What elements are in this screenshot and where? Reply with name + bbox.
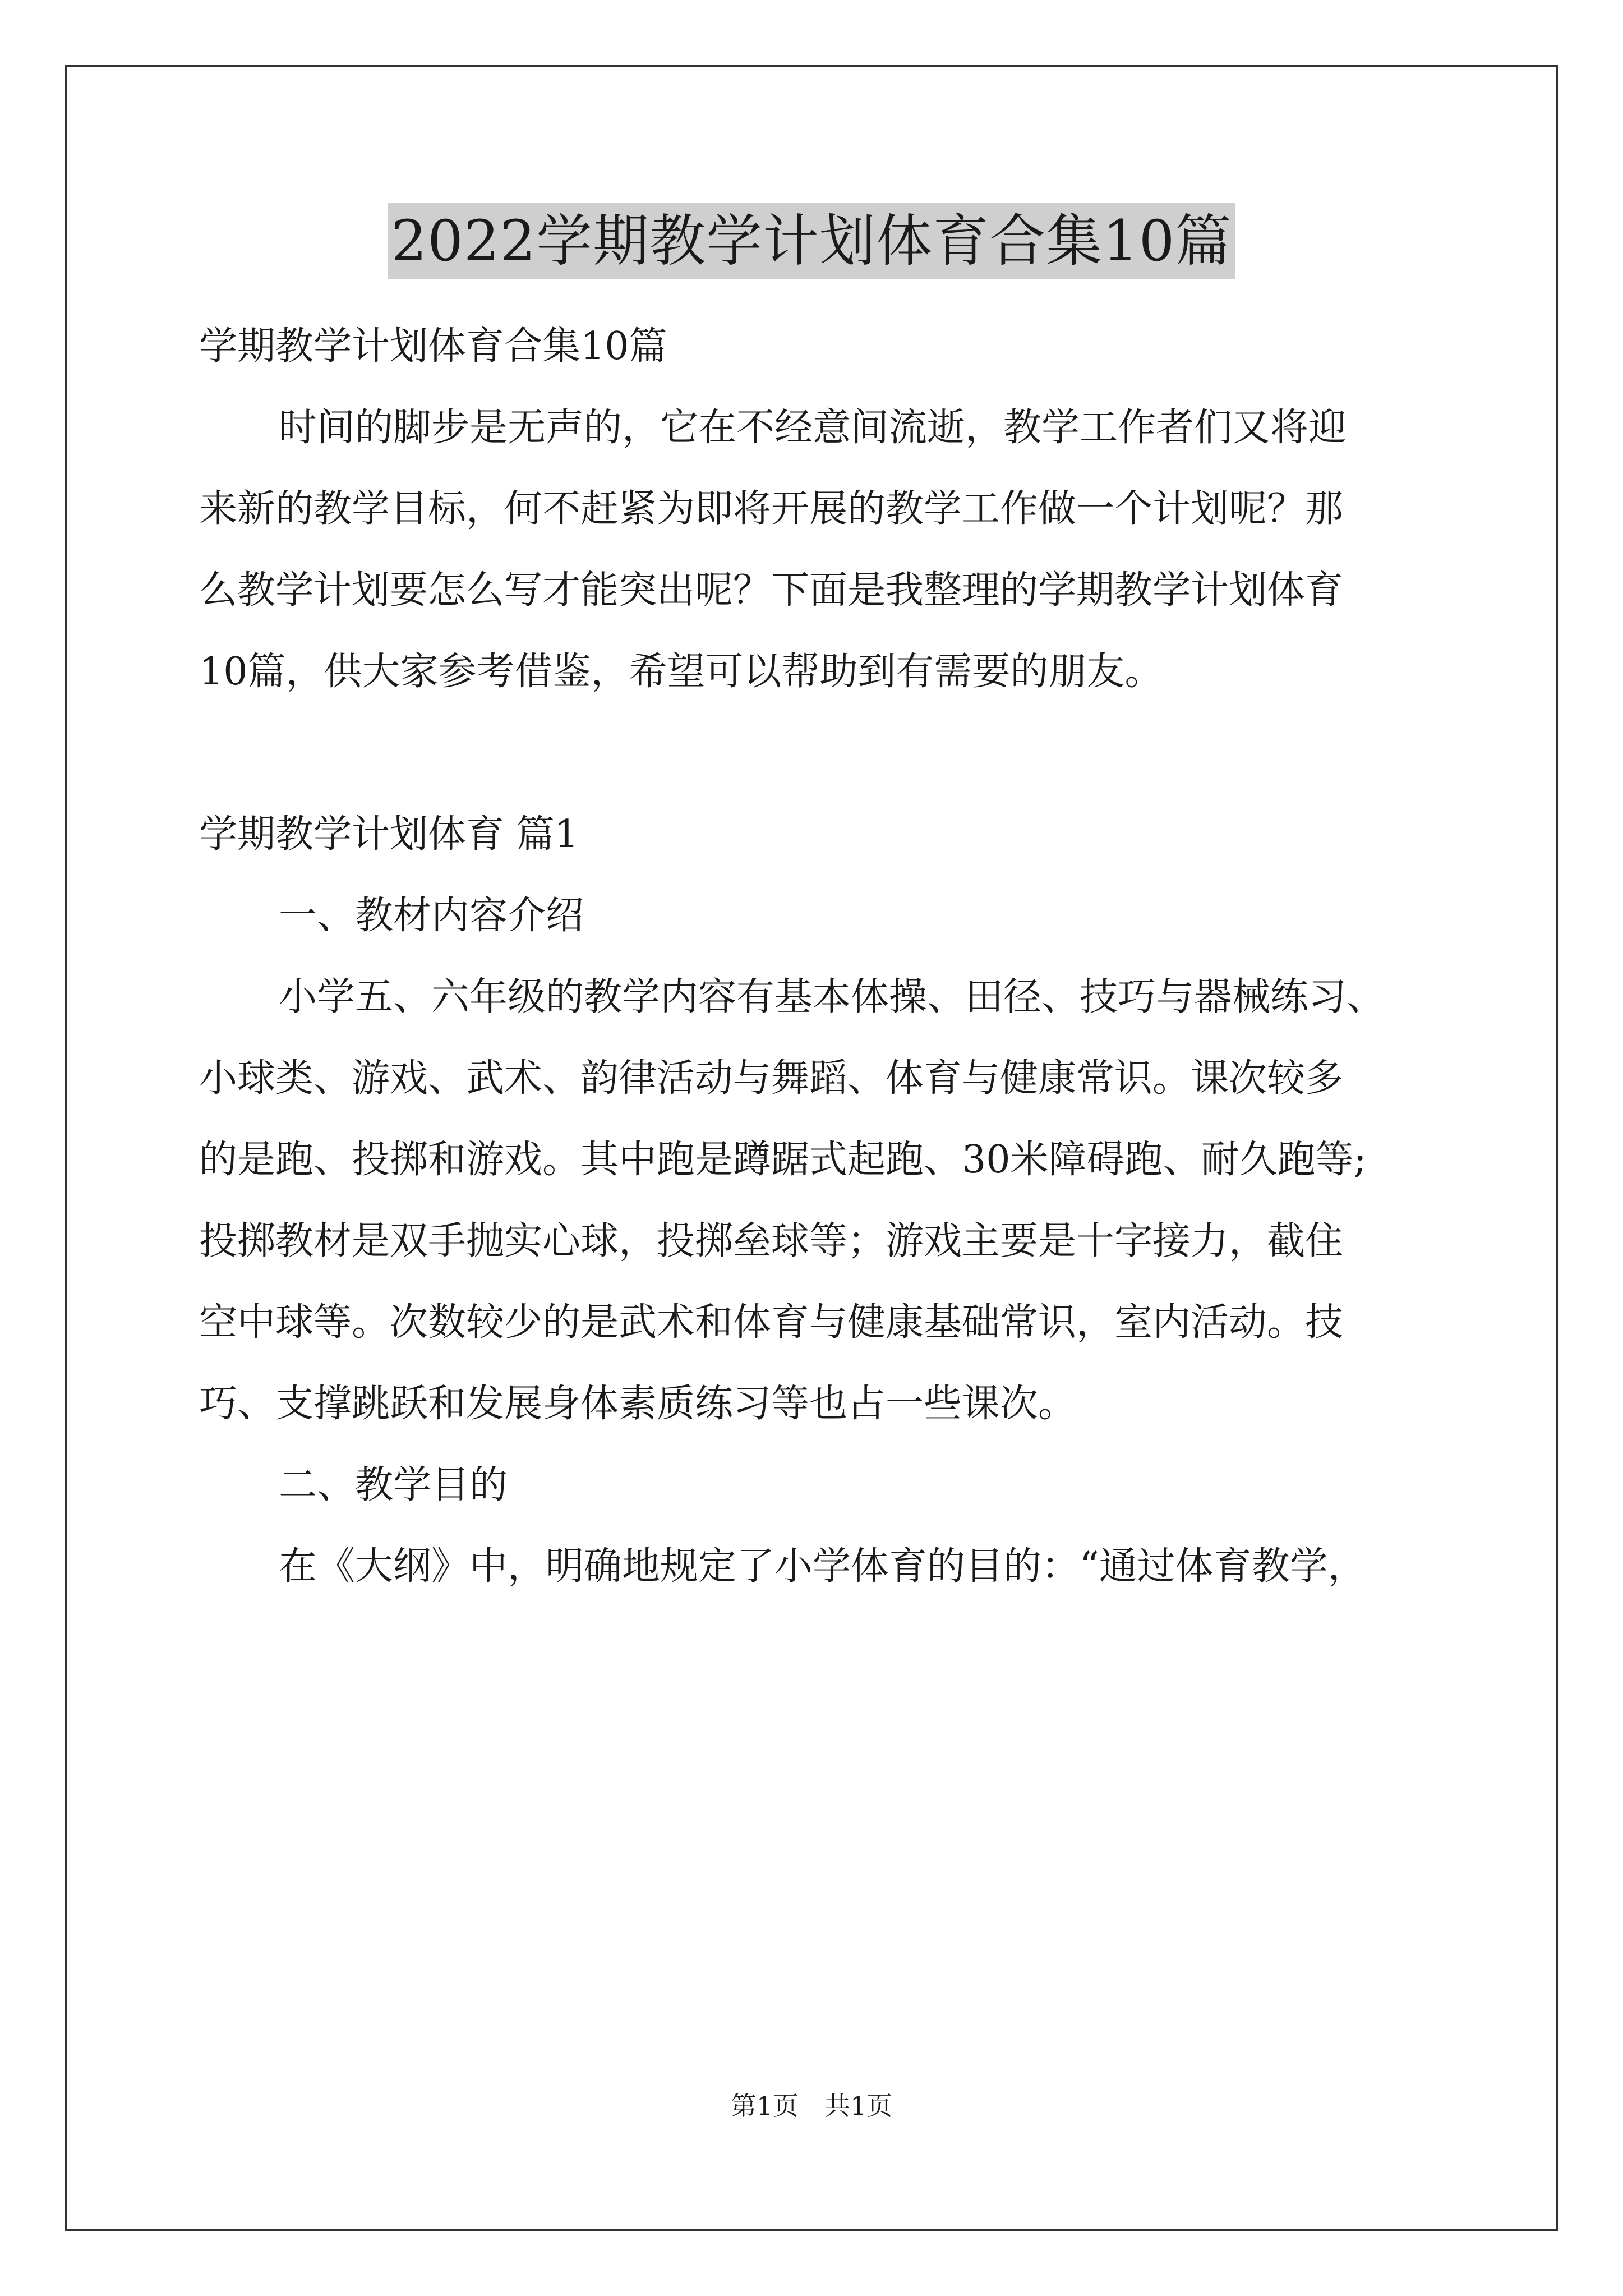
- intro-line-3: 么教学计划要怎么写才能突出呢？下面是我整理的学期教学计划体育: [199, 568, 1344, 613]
- part1-line-3: 的是跑、投掷和游戏。其中跑是蹲踞式起跑、30米障碍跑、耐久跑等;: [199, 1138, 1367, 1182]
- intro-line-2: 来新的教学目标，何不赶紧为即将开展的教学工作做一个计划呢？那: [199, 487, 1344, 531]
- part1-line-5: 空中球等。次数较少的是武术和体育与健康基础常识，室内活动。技: [199, 1300, 1344, 1345]
- title-container: [0, 203, 1623, 279]
- part1-line-2: 小球类、游戏、武术、韵律活动与舞蹈、体育与健康常识。课次较多: [199, 1056, 1344, 1101]
- paragraph-gap: [199, 712, 1467, 794]
- document-title: 2022学期教学计划体育合集10篇: [388, 203, 1235, 279]
- part2-line-1: 在《大纲》中，明确地规定了小学体育的目的：“通过体育教学，: [279, 1544, 1366, 1589]
- part1-heading: 一、教材内容介绍: [279, 894, 584, 938]
- part1-line-4: 投掷教材是双手抛实心球，投掷垒球等；游戏主要是十字接力，截住: [199, 1219, 1344, 1263]
- part1-line-6: 巧、支撑跳跃和发展身体素质练习等也占一些课次。: [199, 1382, 1077, 1426]
- document-subtitle: 学期教学计划体育合集10篇: [199, 324, 667, 369]
- part1-line-1: 小学五、六年级的教学内容有基本体操、田径、技巧与器械练习、: [279, 975, 1385, 1019]
- intro-line-1: 时间的脚步是无声的，它在不经意间流逝，教学工作者们又将迎: [279, 406, 1347, 450]
- page-footer: 第1页 共1页: [730, 2091, 893, 2121]
- section-heading: 学期教学计划体育 篇1: [199, 812, 579, 857]
- part2-heading: 二、教学目的: [279, 1463, 508, 1507]
- document-body: [199, 306, 1467, 1607]
- intro-line-4: 10篇，供大家参考借鉴，希望可以帮助到有需要的朋友。: [199, 650, 1163, 694]
